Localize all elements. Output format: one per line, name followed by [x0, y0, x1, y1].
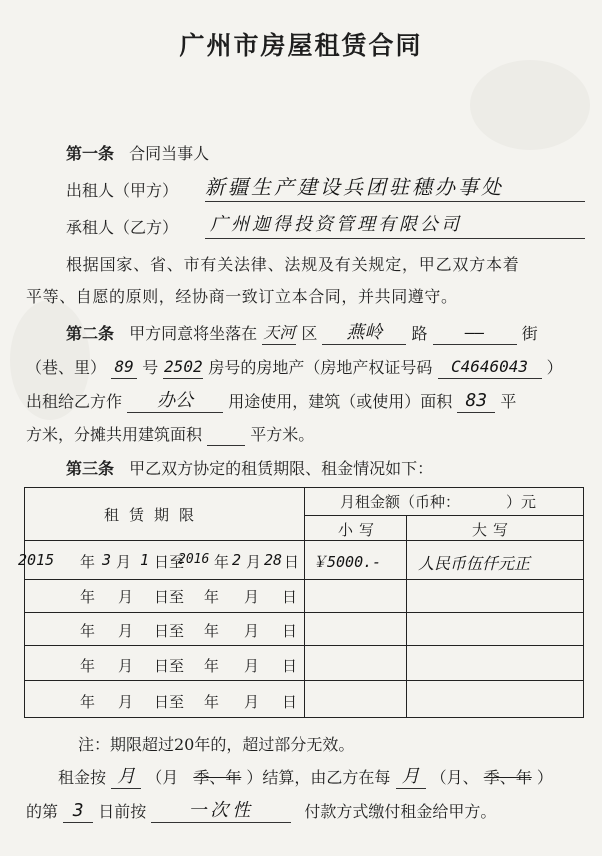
table-row — [0, 551, 304, 575]
settle-text-b: （月 — [146, 768, 179, 787]
col-big-header: 大写 — [472, 521, 515, 539]
payment-day-value: 3 — [63, 800, 93, 823]
row-month-unit: 月 — [244, 622, 260, 640]
document-title: 广州市房屋租赁合同 — [179, 31, 423, 60]
row-month-unit: 月 — [118, 693, 134, 711]
article1-heading-text: 合同当事人 — [129, 144, 210, 163]
settle-text-a: 租金按 — [58, 768, 107, 787]
row-year-unit: 年 — [204, 588, 220, 606]
article3-heading-line — [66, 458, 433, 480]
table-subheader-line — [304, 515, 584, 516]
cert-number-value: C4646043 — [438, 356, 542, 379]
article1-para-line1: 根据国家、省、市有关法律、法规及有关规定，甲乙双方本着 — [66, 255, 520, 274]
row-year-unit: 年 — [204, 622, 220, 640]
row-day-unit: 日 — [282, 622, 298, 640]
row-month-unit: 月 — [244, 657, 260, 675]
lessor-label: 出租人（甲方） — [66, 181, 179, 200]
col-rent-header — [340, 491, 536, 512]
end-year: 2016 — [178, 552, 210, 567]
row-month-unit: 月 — [244, 693, 260, 711]
article2-room-text: 房号的房地产（房地产权证号码 — [208, 358, 433, 377]
row-day-unit: 日 — [282, 588, 298, 606]
row-year-unit: 年 — [204, 693, 220, 711]
start-day: 1 — [140, 551, 150, 569]
article1-heading: 第一条 — [66, 144, 115, 163]
payment-method-value: 一次性 — [151, 800, 291, 823]
street-value: —— — [433, 322, 517, 345]
payment-text-a: 的第 — [26, 802, 59, 821]
start-month: 3 — [102, 551, 112, 569]
start-year: 2015 — [18, 551, 55, 569]
article2-heading: 第二条 — [66, 324, 115, 343]
article2-sqm-text: 方米，分摊共用建筑面积 — [26, 425, 203, 444]
end-month-unit: 月 — [246, 553, 262, 571]
row-dayto: 日至 — [154, 588, 185, 606]
table-border-right — [583, 487, 584, 718]
district-value: 天河 — [262, 322, 296, 345]
payment-line — [26, 800, 496, 823]
payment-text-b: 日前按 — [98, 802, 147, 821]
article3-heading: 第三条 — [66, 459, 115, 478]
lessor-value: 新疆生产建设兵团驻穗办事处 — [205, 175, 504, 199]
row-year-unit: 年 — [80, 588, 96, 606]
row-dayto: 日至 — [154, 622, 185, 640]
article1-para-line2: 平等、自愿的原则，经协商一致订立本合同，并共同遵守。 — [26, 287, 458, 306]
row-day-unit: 日 — [282, 693, 298, 711]
article3-heading-text: 甲乙双方协定的租赁期限、租金情况如下： — [129, 459, 434, 478]
number-value: 89 — [111, 356, 137, 379]
use-value: 办公 — [127, 390, 223, 413]
table-border-left — [24, 487, 25, 718]
payment-text-c: 付款方式缴付租金给甲方。 — [304, 802, 497, 821]
settle-period-value: 月 — [111, 766, 141, 789]
big-amount-value: 人民币伍仟元正 — [418, 554, 531, 573]
col-period-header: 租赁期限 — [104, 506, 205, 524]
col-small-header: 小写 — [338, 521, 381, 539]
col-rent-header-end: ）元 — [506, 493, 537, 511]
room-value: 2502 — [163, 356, 203, 379]
settle-text-d: （月、 — [430, 768, 479, 787]
row-month-unit: 月 — [244, 588, 260, 606]
table-col-divider — [304, 487, 305, 718]
article2-line3 — [26, 390, 516, 413]
article2-number-text: 号 — [142, 358, 159, 377]
article2-street-text: 街 — [521, 324, 538, 343]
row-year-unit: 年 — [80, 693, 96, 711]
end-year-unit: 年 — [214, 553, 230, 571]
settle-text-e: ） — [536, 768, 553, 787]
table-col-divider — [406, 515, 407, 718]
row-dayto: 日至 — [154, 657, 185, 675]
article2-district-text: 区 — [301, 324, 318, 343]
lessee-underline — [205, 238, 585, 239]
each-period-value: 月 — [396, 766, 426, 789]
start-dayto: 日至 — [154, 553, 185, 571]
lessee-label: 承租人（乙方） — [66, 218, 179, 237]
article2-road-text: 路 — [411, 324, 428, 343]
each-struck-text: 季、年 — [483, 768, 532, 787]
settle-text-c: ）结算，由乙方在每 — [246, 768, 391, 787]
article2-intro: 甲方同意将坐落在 — [129, 324, 258, 343]
article2-lease-to-text: 出租给乙方作 — [26, 392, 123, 411]
settle-struck-text: 季、年 — [193, 768, 242, 787]
shared-area-value — [207, 445, 245, 446]
article1-heading-line — [66, 143, 209, 165]
settlement-line — [58, 766, 553, 789]
row-day-unit: 日 — [282, 657, 298, 675]
row-month-unit: 月 — [118, 622, 134, 640]
lessee-value: 广州迦得投资管理有限公司 — [210, 214, 462, 235]
road-value: 燕岭 — [322, 322, 406, 345]
article2-use-text: 用途使用，建筑（或使用）面积 — [228, 392, 453, 411]
area-value: 83 — [457, 390, 495, 413]
start-year-unit: 年 — [80, 553, 96, 571]
term-note: 注：期限超过20年的，超过部分无效。 — [78, 735, 355, 754]
end-day-unit: 日 — [284, 553, 300, 571]
article2-sqm2-text: 平方米。 — [250, 425, 315, 444]
article2-line1 — [66, 322, 538, 345]
row-month-unit: 月 — [118, 588, 134, 606]
article2-line4 — [26, 424, 314, 446]
article2-close-paren: ） — [546, 358, 563, 377]
col-rent-header-text: 月租金额（币种： — [340, 493, 461, 511]
lessor-underline — [205, 201, 585, 202]
row-year-unit: 年 — [80, 657, 96, 675]
article2-line2 — [26, 356, 563, 379]
row-dayto: 日至 — [154, 693, 185, 711]
article2-area-unit: 平 — [500, 392, 517, 411]
start-month-unit: 月 — [116, 553, 132, 571]
small-amount-value: ￥5000.- — [312, 553, 382, 571]
end-day: 28 — [264, 551, 283, 569]
paper-stain — [470, 60, 590, 150]
end-month: 2 — [232, 551, 242, 569]
row-year-unit: 年 — [204, 657, 220, 675]
row-year-unit: 年 — [80, 622, 96, 640]
row-month-unit: 月 — [118, 657, 134, 675]
article2-lane-text: （巷、里） — [26, 358, 107, 377]
